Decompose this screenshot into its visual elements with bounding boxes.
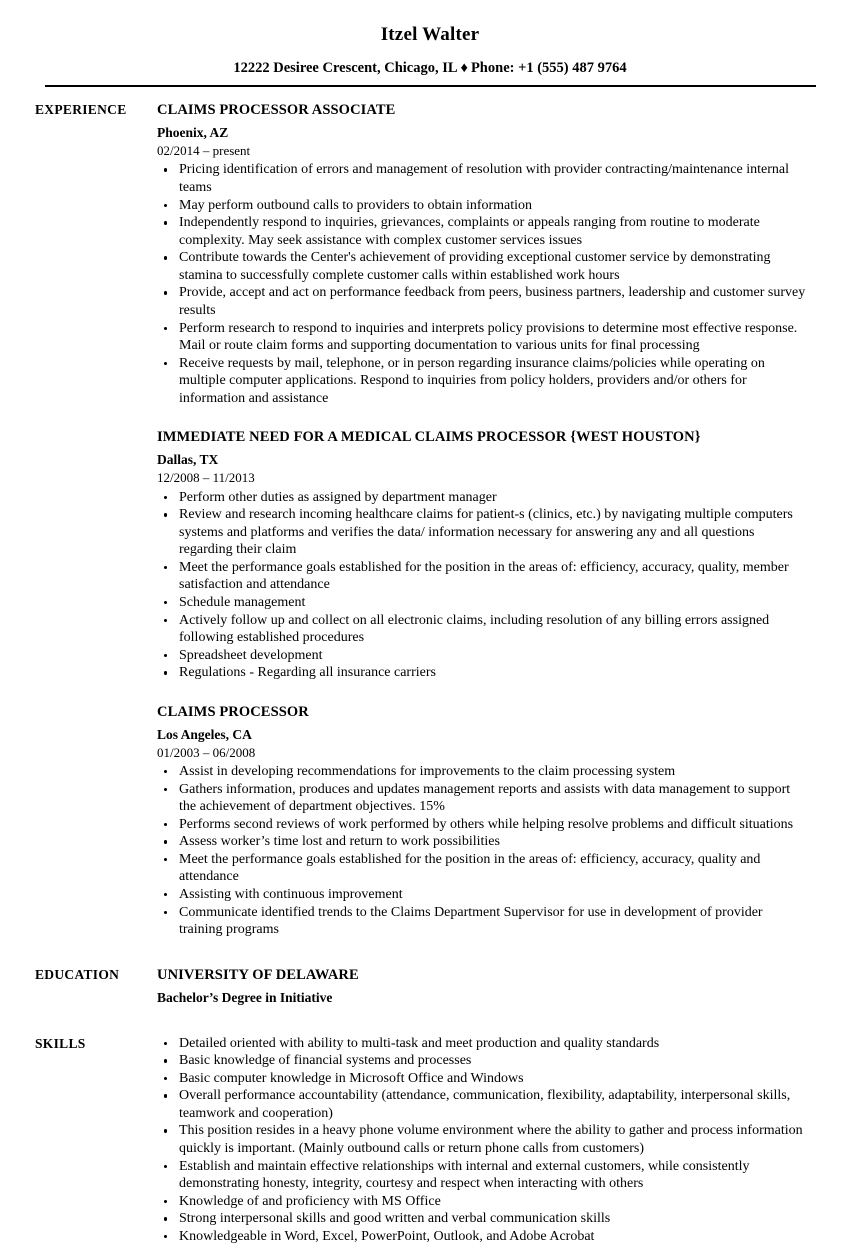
job-title: IMMEDIATE NEED FOR A MEDICAL CLAIMS PROCESSOR {WEST HOUSTON} xyxy=(157,429,701,446)
list-item: Overall performance accountability (attendance, communication, flexibility, adaptability, interpersonal skills, teamwork and cooperation) xyxy=(157,1087,806,1122)
contact-line xyxy=(0,60,860,77)
list-item: Performs second reviews of work performed by others while helping resolve problems and difficult situations xyxy=(157,816,806,834)
list-item: Perform other duties as assigned by department manager xyxy=(157,489,806,507)
job-title: CLAIMS PROCESSOR xyxy=(157,703,309,720)
section-label-experience: EXPERIENCE xyxy=(35,102,127,118)
job-entry xyxy=(157,428,806,681)
list-item: Independently respond to inquiries, grievances, complaints or appeals ranging from routine to moderate complexity. May seek assistance with complex customer services issues xyxy=(157,214,806,249)
list-item: Assist in developing recommendations for improvements to the claim processing system xyxy=(157,763,806,781)
list-item: Spreadsheet development xyxy=(157,647,806,665)
section-label-skills: SKILLS xyxy=(35,1035,86,1051)
list-item: Actively follow up and collect on all electronic claims, including resolution of any billing errors assigned following established procedures xyxy=(157,612,806,647)
section-education xyxy=(35,966,806,1007)
list-item: Knowledgeable in Word, Excel, PowerPoint, Outlook, and Adobe Acrobat xyxy=(157,1228,806,1245)
skills-bullet-list xyxy=(157,1035,806,1245)
diamond-separator-icon: ♦ xyxy=(460,59,468,76)
contact-phone: Phone: +1 (555) 487 9764 xyxy=(470,59,627,76)
education-entries xyxy=(157,966,806,1007)
list-item: Basic computer knowledge in Microsoft Office and Windows xyxy=(157,1070,806,1088)
section-skills xyxy=(35,1035,806,1245)
list-item: Meet the performance goals established for the position in the areas of: efficiency, accuracy, quality and attendance xyxy=(157,851,806,886)
list-item: Communicate identified trends to the Claims Department Supervisor for use in development of provider training programs xyxy=(157,904,806,939)
job-location: Los Angeles, CA xyxy=(157,726,252,742)
job-dates: 01/2003 – 06/2008 xyxy=(157,744,256,760)
list-item: Basic knowledge of financial systems and processes xyxy=(157,1052,806,1070)
list-item: Establish and maintain effective relationships with internal and external customers, while consistently demonstrating honesty, integrity, courtesy and respect when interacting with others xyxy=(157,1158,806,1193)
list-item: Schedule management xyxy=(157,594,806,612)
job-location: Dallas, TX xyxy=(157,452,219,468)
experience-entries xyxy=(157,101,806,938)
list-item: This position resides in a heavy phone volume environment where the ability to gather and process information quickly is important. (Mainly outbound calls or return phone calls from customers) xyxy=(157,1122,806,1157)
list-item: Perform research to respond to inquiries and interprets policy provisions to determine most effective response. Mail or route claim forms and supporting documentation to various units for final processing xyxy=(157,320,806,355)
job-bullet-list xyxy=(157,763,806,939)
job-entry xyxy=(157,703,806,939)
education-school: UNIVERSITY OF DELAWARE xyxy=(157,966,359,983)
contact-address: 12222 Desiree Crescent, Chicago, IL xyxy=(233,59,458,76)
job-bullet-list xyxy=(157,161,806,407)
list-item: Meet the performance goals established for the position in the areas of: efficiency, accuracy, quality, member satisfaction and attendance xyxy=(157,559,806,594)
list-item: Assisting with continuous improvement xyxy=(157,886,806,904)
list-item: May perform outbound calls to providers to obtain information xyxy=(157,197,806,215)
list-item: Pricing identification of errors and management of resolution with provider contracting/maintenance internal teams xyxy=(157,161,806,196)
list-item: Regulations - Regarding all insurance carriers xyxy=(157,664,806,682)
list-item: Gathers information, produces and updates management reports and assists with data management to support the achievement of department objectives. 15% xyxy=(157,781,806,816)
job-dates: 02/2014 – present xyxy=(157,143,251,159)
job-bullet-list xyxy=(157,489,806,682)
list-item: Review and research incoming healthcare claims for patient-s (clinics, etc.) by navigating multiple computers systems and platforms and verifies the data/ information necessary for answering any and all questions regarding their claim xyxy=(157,506,806,559)
list-item: Detailed oriented with ability to multi-task and meet production and quality standards xyxy=(157,1035,806,1053)
job-location: Phoenix, AZ xyxy=(157,125,229,141)
candidate-name: Itzel Walter xyxy=(380,24,480,45)
list-item: Receive requests by mail, telephone, or in person regarding insurance claims/policies while operating on multiple computer applications. Respond to inquiries from policy holders, providers and/or others for information and assistance xyxy=(157,355,806,408)
list-item: Contribute towards the Center's achievement of providing exceptional customer service by demonstrating stamina to successfully complete customer calls within established work hours xyxy=(157,249,806,284)
section-experience xyxy=(35,101,806,938)
resume-header xyxy=(0,0,860,87)
list-item: Strong interpersonal skills and good written and verbal communication skills xyxy=(157,1210,806,1228)
job-title: CLAIMS PROCESSOR ASSOCIATE xyxy=(157,102,396,119)
education-degree: Bachelor’s Degree in Initiative xyxy=(157,989,333,1005)
skills-entries xyxy=(157,1035,806,1245)
list-item: Knowledge of and proficiency with MS Office xyxy=(157,1193,806,1211)
list-item: Assess worker’s time lost and return to work possibilities xyxy=(157,833,806,851)
job-entry xyxy=(157,101,806,407)
section-label-education: EDUCATION xyxy=(35,966,120,982)
resume-body xyxy=(0,87,860,1245)
list-item: Provide, accept and act on performance feedback from peers, business partners, leadership and customer survey results xyxy=(157,284,806,319)
job-dates: 12/2008 – 11/2013 xyxy=(157,470,255,486)
